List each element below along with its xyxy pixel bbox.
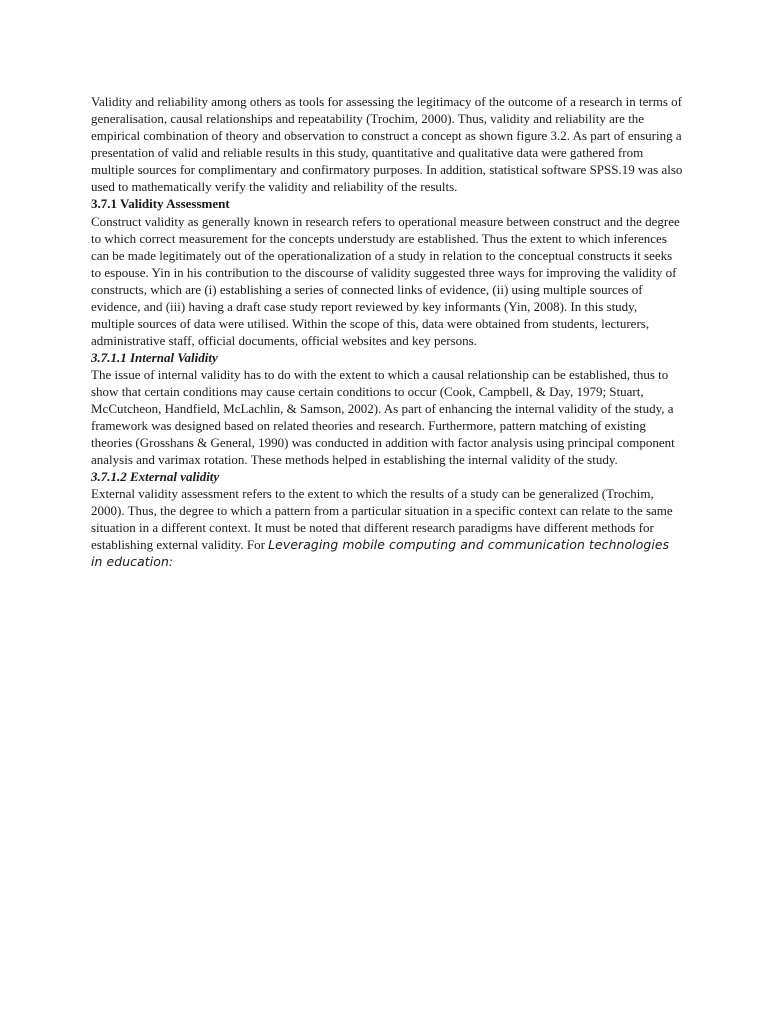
external-validity-paragraph <box>91 485 683 570</box>
external-validity-text: External validity assessment refers to the extent to which the results of a study can be generalized (Trochim, 2000). Thus, the degree to which a pattern from a particular situation in a specific context can relate to the same situation in a different context. It must be noted that different research paradigms have different methods for establishing external validity. For <box>91 486 673 552</box>
internal-validity-paragraph: The issue of internal validity has to do with the extent to which a causal relationship can be established, thus to show that certain conditions may cause certain conditions to occur (Cook, Campbell, & Day, 1979; Stuart, McCutcheon, Handfield, McLachlin, & Samson, 2002). As part of enhancing the internal validity of the study, a framework was designed based on related theories and research. Furthermore, pattern matching of existing theories (Grosshans & General, 1990) was conducted in addition with factor analysis using principal component analysis and varimax rotation. These methods helped in establishing the internal validity of the study. <box>91 367 675 467</box>
subsection-heading-internal-validity: 3.7.1.1 Internal Validity <box>91 350 218 365</box>
subsection-heading-external-validity: 3.7.1.2 External validity <box>91 469 220 484</box>
external-validity-italic-tail: Leveraging mobile computing and communication technologies in education: <box>91 537 670 569</box>
construct-validity-paragraph: Construct validity as generally known in research refers to operational measure between construct and the degree to which correct measurement for the concepts understudy are established. Thus the extent to which inferences can be made legitimately out of the operationalization of a study in relation to the conceptual constructs it seeks to espouse. Yin in his contribution to the discourse of validity suggested three ways for improving the validity of constructs, which are (i) establishing a series of connected links of evidence, (ii) using multiple sources of evidence, and (iii) having a draft case study report reviewed by key informants (Yin, 2008). In this study, multiple sources of data were utilised. Within the scope of this, data were obtained from students, lecturers, administrative staff, official documents, official websites and key persons. <box>91 214 680 348</box>
intro-paragraph: Validity and reliability among others as tools for assessing the legitimacy of the outcome of a research in terms of generalisation, causal relationships and repeatability (Trochim, 2000). Thus, validity and reliability are the empirical combination of theory and observation to construct a concept as shown figure 3.2. As part of ensuring a presentation of valid and reliable results in this study, quantitative and qualitative data were gathered from multiple sources for complimentary and confirmatory purposes. In addition, statistical software SPSS.19 was also used to mathematically verify the validity and reliability of the results. <box>91 94 683 194</box>
document-page <box>91 93 683 570</box>
section-heading-validity-assessment: 3.7.1 Validity Assessment <box>91 196 230 211</box>
